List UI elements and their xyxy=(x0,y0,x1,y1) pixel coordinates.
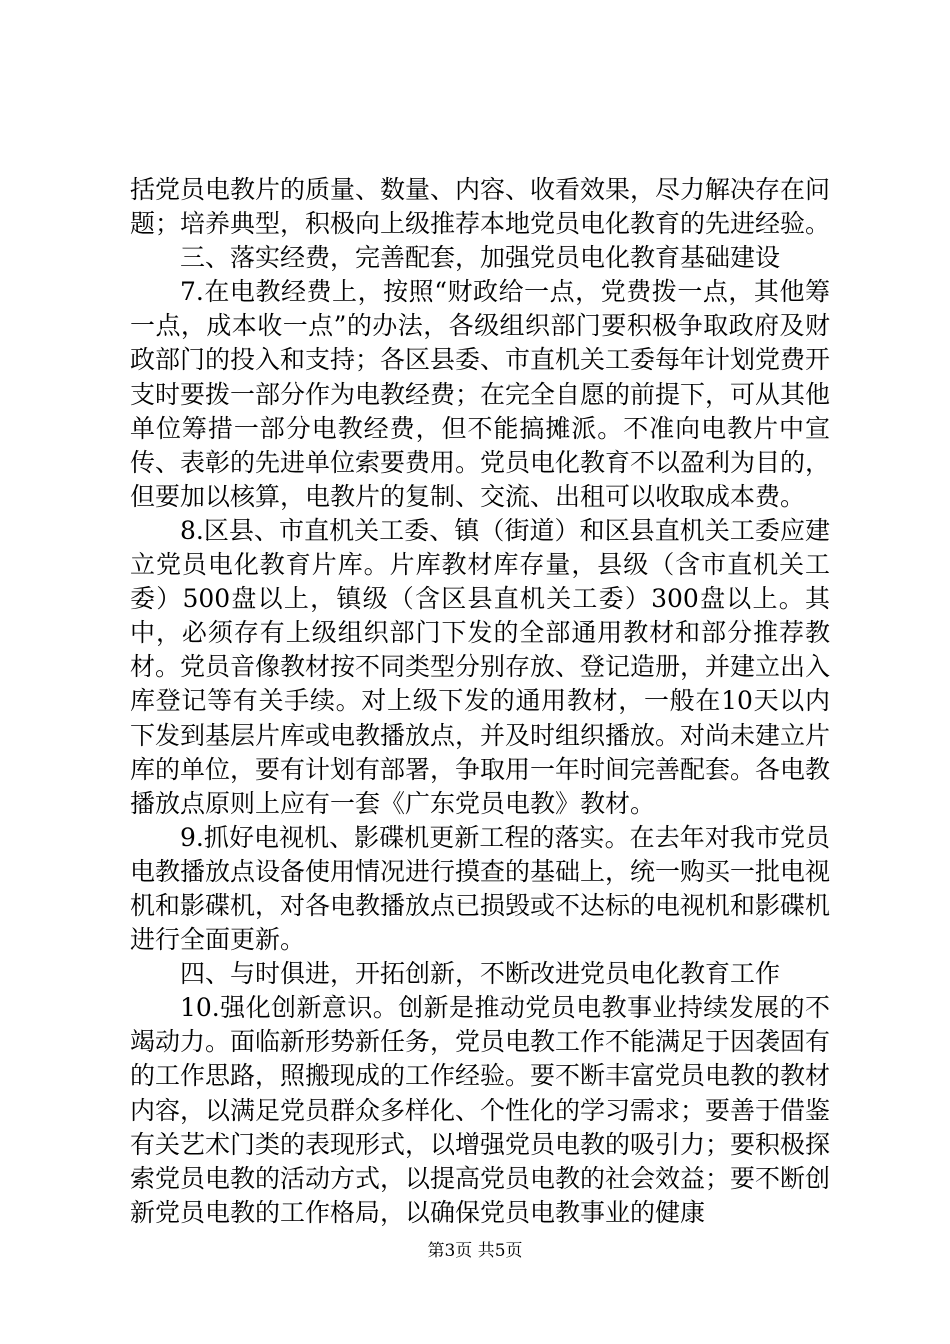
document-body xyxy=(130,173,830,1230)
section-heading-4: 四、与时俱进，开拓创新，不断改进党员电化教育工作 xyxy=(180,959,781,989)
paragraph-item-9: 9.抓好电视机、影碟机更新工程的落实。在去年对我市党员电教播放点设备使用情况进行摸查的基础上，统一购买一批电视机和影碟机，对各电教播放点已损毁或不达标的电视机和影碟机进行全面更新。 xyxy=(130,822,831,955)
section-heading-3: 三、落实经费，完善配套，加强党员电化教育基础建设 xyxy=(180,243,781,273)
page-footer: 第3页 共5页 xyxy=(427,1241,523,1261)
paragraph-continuation: 括党员电教片的质量、数量、内容、收看效果，尽力解决存在问题；培养典型，积极向上级推荐本地党员电化教育的先进经验。 xyxy=(130,175,831,239)
paragraph-item-8: 8.区县、市直机关工委、镇（街道）和区县直机关工委应建立党员电化教育片库。片库教材库存量，县级（含市直机关工委）500盘以上，镇级（含区县直机关工委）300盘以上。其中，必须存有上级组织部门下发的全部通用教材和部分推荐教材。党员音像教材按不同类型分别存放、登记造册，并建立出入库登记等有关手续。对上级下发的通用教材，一般在10天以内下发到基层片库或电教播放点，并及时组织播放。对尚未建立片库的单位，要有计划有部署，争取用一年时间完善配套。各电教播放点原则上应有一套《广东党员电教》教材。 xyxy=(130,515,831,818)
paragraph-item-7: 7.在电教经费上，按照“财政给一点，党费拨一点，其他筹一点，成本收一点”的办法，各级组织部门要积极争取政府及财政部门的投入和支持；各区县委、市直机关工委每年计划党费开支时要拨一部分作为电教经费；在完全自愿的前提下，可从其他单位筹措一部分电教经费，但不能搞摊派。不准向电教片中宣传、表彰的先进单位索要费用。党员电化教育不以盈利为目的，但要加以核算，电教片的复制、交流、出租可以收取成本费。 xyxy=(130,277,831,511)
paragraph-item-10: 10.强化创新意识。创新是推动党员电教事业持续发展的不竭动力。面临新形势新任务，党员电教工作不能满足于因袭固有的工作思路，照搬现成的工作经验。要不断丰富党员电教的教材内容，以满足党员群众多样化、个性化的学习需求；要善于借鉴有关艺术门类的表现形式，以增强党员电教的吸引力；要积极探索党员电教的活动方式，以提高党员电教的社会效益；要不断创新党员电教的工作格局，以确保党员电教事业的健康 xyxy=(130,993,831,1227)
